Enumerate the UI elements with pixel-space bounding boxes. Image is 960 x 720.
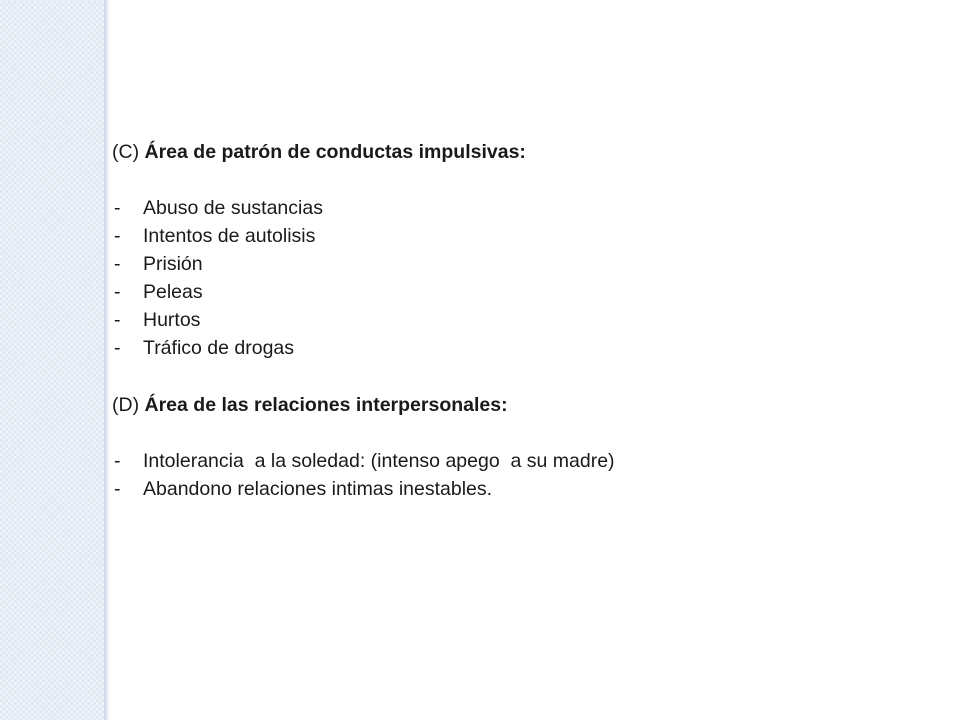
list-item xyxy=(112,334,912,362)
section-d-title: Área de las relaciones interpersonales: xyxy=(144,394,508,416)
list-item-text: Intolerancia a la soledad: (intenso apego a su madre) xyxy=(143,450,615,472)
list-item-text: Tráfico de drogas xyxy=(143,337,295,359)
section-d-list xyxy=(112,447,912,503)
list-item xyxy=(112,222,912,250)
side-band-edge xyxy=(104,0,110,720)
section-d-prefix: (D) xyxy=(112,394,145,416)
decorative-side-band xyxy=(0,0,104,720)
list-item xyxy=(112,278,912,306)
section-c-prefix: (C) xyxy=(112,141,145,163)
bullet-dash: - xyxy=(114,225,121,247)
section-d-heading xyxy=(112,391,912,419)
bullet-dash: - xyxy=(114,337,121,359)
bullet-dash: - xyxy=(114,197,121,219)
list-item-text: Abandono relaciones intimas inestables. xyxy=(143,478,493,500)
section-c-heading xyxy=(112,138,912,166)
list-item-text: Peleas xyxy=(143,281,203,303)
slide-content xyxy=(112,138,912,503)
bullet-dash: - xyxy=(114,253,121,275)
list-item xyxy=(112,475,912,503)
section-c-list xyxy=(112,194,912,362)
bullet-dash: - xyxy=(114,281,121,303)
list-item xyxy=(112,447,912,475)
section-c-title: Área de patrón de conductas impulsivas: xyxy=(144,141,526,163)
list-item-text: Abuso de sustancias xyxy=(143,197,323,219)
list-item-text: Hurtos xyxy=(143,309,201,331)
list-item-text: Prisión xyxy=(143,253,203,275)
bullet-dash: - xyxy=(114,309,121,331)
bullet-dash: - xyxy=(114,450,121,472)
bullet-dash: - xyxy=(114,478,121,500)
list-item xyxy=(112,194,912,222)
list-item xyxy=(112,306,912,334)
list-item xyxy=(112,250,912,278)
list-item-text: Intentos de autolisis xyxy=(143,225,316,247)
